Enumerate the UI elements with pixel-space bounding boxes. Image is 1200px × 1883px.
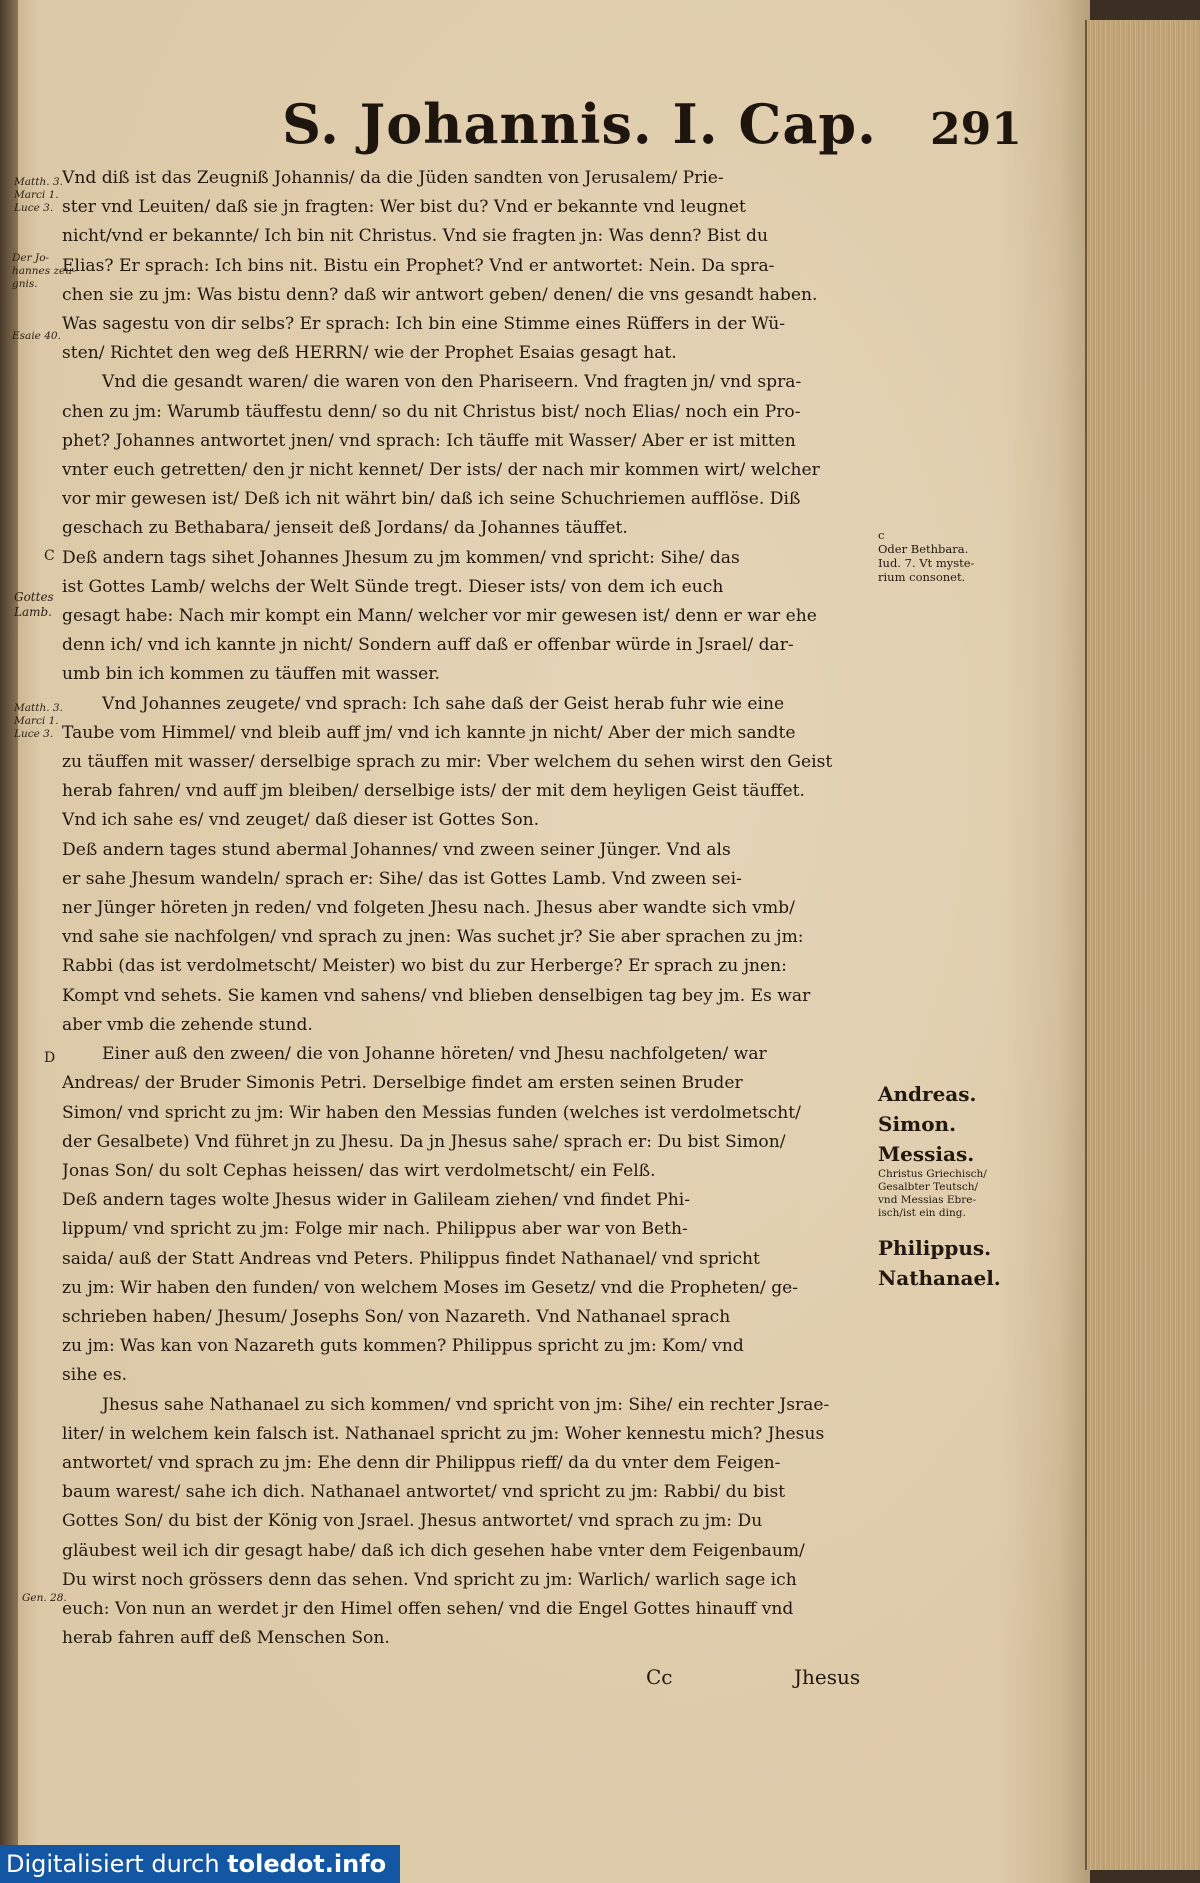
section-letter: D: [44, 1050, 56, 1066]
text-line: Deß andern tags sihet Johannes Jhesum zu jm kommen/ vnd spricht: Sihe/ das: [62, 547, 740, 568]
main-text: [62, 164, 872, 1653]
text-line: zu täuffen mit wasser/ derselbige sprach zu mir: Vber welchem du sehen wirst den Geist: [62, 752, 833, 773]
text-line: baum warest/ sahe ich dich. Nathanael antwortet/ vnd spricht zu jm: Rabbi/ du bist: [62, 1482, 786, 1503]
text-line: Elias? Er sprach: Ich bins nit. Bistu ein Prophet? Vnd er antwortet: Nein. Da spra-: [62, 255, 775, 276]
paragraph-6: [62, 1040, 872, 1186]
page-edges: [1085, 20, 1200, 1870]
text-line: liter/ in welchem kein falsch ist. Nathanael spricht zu jm: Woher kennestu mich? Jhesus: [62, 1423, 825, 1444]
paragraph-7: [62, 1186, 872, 1390]
text-line: Deß andern tages stund abermal Johannes/ vnd zween seiner Jünger. Vnd als: [62, 839, 731, 860]
margin-note-right: c Oder Bethbara. Iud. 7. Vt myste- rium consonet.: [878, 528, 975, 584]
text-line: sten/ Richtet den weg deß HERRN/ wie der Prophet Esaias gesagt hat.: [62, 343, 677, 364]
text-line: chen zu jm: Warumb täuffestu denn/ so du nit Christus bist/ noch Elias/ noch ein Pro-: [62, 401, 801, 422]
paragraph-3: [62, 544, 872, 690]
text-line: Andreas/ der Bruder Simonis Petri. Derselbige findet am ersten seinen Bruder: [62, 1073, 743, 1094]
text-line: Vnd Johannes zeugete/ vnd sprach: Ich sahe daß der Geist herab fuhr wie eine: [102, 693, 785, 714]
text-line: vnter euch getretten/ den jr nicht kennet/ Der ists/ der nach mir kommen wirt/ welcher: [62, 460, 820, 481]
page-number: 291: [930, 104, 1022, 155]
text-line: er sahe Jhesum wandeln/ sprach er: Sihe/ das ist Gottes Lamb. Vnd zween sei-: [62, 868, 742, 889]
text-line: Was sagestu von dir selbs? Er sprach: Ich bin eine Stimme eines Rüffers in der Wü-: [62, 314, 786, 335]
margin-note-nathanael: Nathanael.: [878, 1266, 1001, 1290]
text-line: umb bin ich kommen zu täuffen mit wasser.: [62, 664, 440, 685]
margin-note-left: Gen. 28.: [22, 1592, 67, 1604]
text-line: Du wirst noch grössers denn das sehen. Vnd spricht zu jm: Warlich/ warlich sage ich: [62, 1569, 797, 1590]
text-line: Einer auß den zween/ die von Johanne höreten/ vnd Jhesu nachfolgeten/ war: [102, 1044, 767, 1065]
paragraph-1: [62, 164, 872, 368]
text-line: Vnd ich sahe es/ vnd zeuget/ daß dieser ist Gottes Son.: [62, 810, 540, 831]
margin-note-simon: Simon.: [878, 1112, 957, 1136]
text-line: Vnd die gesandt waren/ die waren von den Phariseern. Vnd fragten jn/ vnd spra-: [102, 372, 802, 393]
catchword: Jhesus: [794, 1665, 861, 1689]
text-line: Rabbi (das ist verdolmetscht/ Meister) wo bist du zur Herberge? Er sprach zu jnen:: [62, 956, 787, 977]
text-line: geschach zu Bethabara/ jenseit deß Jordans/ da Johannes täuffet.: [62, 518, 628, 539]
text-line: Simon/ vnd spricht zu jm: Wir haben den Messias funden (welches ist verdolmetscht/: [62, 1102, 801, 1123]
text-line: ster vnd Leuiten/ daß sie jn fragten: Wer bist du? Vnd er bekannte vnd leugnet: [62, 197, 746, 218]
paragraph-4: [62, 690, 872, 836]
margin-note-messias: Messias.: [878, 1142, 975, 1166]
text-line: phet? Johannes antwortet jnen/ vnd sprach: Ich täuffe mit Wasser/ Aber er ist mitten: [62, 430, 796, 451]
paragraph-5: [62, 836, 872, 1040]
margin-note-left: Gottes Lamb.: [14, 590, 54, 619]
text-line: antwortet/ vnd sprach zu jm: Ehe denn dir Philippus rieff/ da du vnter dem Feigen-: [62, 1452, 781, 1473]
text-line: ner Jünger höreten jn reden/ vnd folgeten Jhesu nach. Jhesus aber wandte sich vmb/: [62, 898, 795, 919]
text-line: nicht/vnd er bekannte/ Ich bin nit Christus. Vnd sie fragten jn: Was denn? Bist du: [62, 226, 768, 247]
margin-note-andreas: Andreas.: [878, 1082, 977, 1106]
margin-note-left: Matth. 3. Marci 1. Luce 3.: [14, 176, 63, 214]
text-line: Kompt vnd sehets. Sie kamen vnd sahens/ vnd blieben denselbigen tag bey jm. Es war: [62, 985, 811, 1006]
text-line: herab fahren auff deß Menschen Son.: [62, 1628, 390, 1649]
text-line: Jhesus sahe Nathanael zu sich kommen/ vnd spricht von jm: Sihe/ ein rechter Jsrae-: [102, 1394, 830, 1415]
text-line: euch: Von nun an werdet jr den Himel offen sehen/ vnd die Engel Gottes hinauff vnd: [62, 1598, 794, 1619]
page-title: S. Johannis. I. Cap.: [282, 92, 877, 156]
text-line: der Gesalbete) Vnd führet jn zu Jhesu. Da jn Jhesus sahe/ sprach er: Du bist Simon/: [62, 1131, 786, 1152]
paragraph-2: [62, 368, 872, 543]
text-line: sihe es.: [62, 1365, 128, 1386]
text-line: gläubest weil ich dir gesagt habe/ daß ich dich gesehen habe vnter dem Feigenbaum/: [62, 1540, 805, 1561]
text-line: Deß andern tages wolte Jhesus wider in Galileam ziehen/ vnd findet Phi-: [62, 1190, 690, 1211]
text-line: herab fahren/ vnd auff jm bleiben/ derselbige ists/ der mit dem heyligen Geist täuffet.: [62, 781, 805, 802]
text-line: schrieben haben/ Jhesum/ Josephs Son/ von Nazareth. Vnd Nathanael sprach: [62, 1306, 731, 1327]
text-line: gesagt habe: Nach mir kompt ein Mann/ welcher vor mir gewesen ist/ denn er war ehe: [62, 606, 817, 627]
margin-note-left: Esaie 40.: [12, 330, 61, 342]
text-line: Gottes Son/ du bist der König von Jsrael. Jhesus antwortet/ vnd sprach zu jm: Du: [62, 1511, 763, 1532]
text-line: saida/ auß der Statt Andreas vnd Peters. Philippus findet Nathanael/ vnd spricht: [62, 1248, 760, 1269]
text-line: vor mir gewesen ist/ Deß ich nit währt bin/ daß ich seine Schuchriemen aufflöse. Diß: [62, 489, 801, 510]
text-line: chen sie zu jm: Was bistu denn? daß wir antwort geben/ denen/ die vns gesandt haben.: [62, 284, 818, 305]
text-line: ist Gottes Lamb/ welchs der Welt Sünde tregt. Dieser ists/ von dem ich euch: [62, 576, 724, 597]
text-line: denn ich/ vnd ich kannte jn nicht/ Sondern auff daß er offenbar würde in Jsrael/ dar-: [62, 635, 794, 656]
section-letter: C: [44, 548, 55, 564]
text-line: aber vmb die zehende stund.: [62, 1014, 313, 1035]
text-line: zu jm: Wir haben den funden/ von welchem Moses im Gesetz/ vnd die Propheten/ ge-: [62, 1277, 799, 1298]
text-line: Jonas Son/ du solt Cephas heissen/ das wirt verdolmetscht/ ein Felß.: [62, 1160, 656, 1181]
signature-mark: Cc: [646, 1665, 673, 1689]
text-line: vnd sahe sie nachfolgen/ vnd sprach zu jnen: Was suchet jr? Sie aber sprachen zu jm:: [62, 927, 804, 948]
banner-prefix: Digitalisiert durch: [6, 1850, 228, 1878]
margin-note-philippus: Philippus.: [878, 1236, 992, 1260]
banner-site-link[interactable]: toledot.info: [227, 1850, 387, 1878]
text-line: lippum/ vnd spricht zu jm: Folge mir nach. Philippus aber war von Beth-: [62, 1219, 688, 1240]
margin-note-right: Christus Griechisch/ Gesalbter Teutsch/ vnd Messias Ebre- isch/ist ein ding.: [878, 1168, 987, 1219]
text-line: zu jm: Was kan von Nazareth guts kommen? Philippus spricht zu jm: Kom/ vnd: [62, 1336, 744, 1357]
margin-note-left: Der Jo- hannes zeu- gnis.: [12, 252, 76, 290]
paragraph-8: [62, 1391, 872, 1654]
text-line: Taube vom Himmel/ vnd bleib auff jm/ vnd ich kannte jn nicht/ Aber der mich sandte: [62, 722, 796, 743]
margin-note-left: Matth. 3. Marci 1. Luce 3.: [14, 702, 63, 740]
text-line: Vnd diß ist das Zeugniß Johannis/ da die Jüden sandten von Jerusalem/ Prie-: [62, 168, 724, 188]
digitization-banner[interactable]: [0, 1845, 400, 1883]
